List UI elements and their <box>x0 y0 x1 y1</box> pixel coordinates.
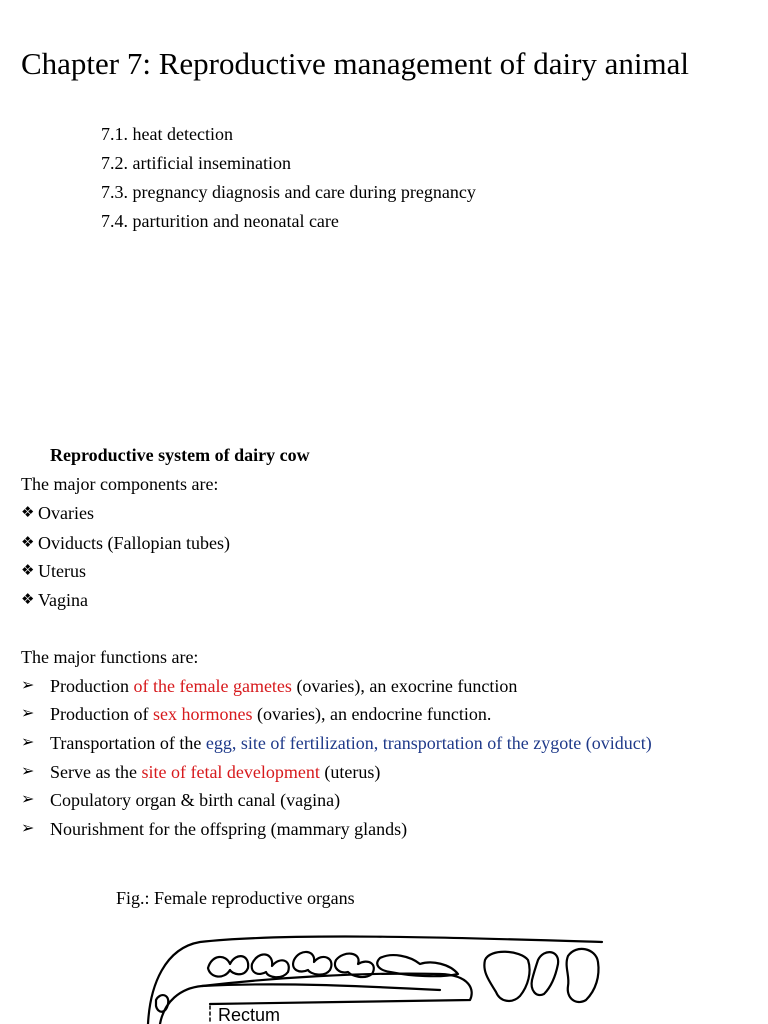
figure-outline <box>160 984 440 1024</box>
function-text: Transportation of the <box>50 733 206 753</box>
component-item <box>21 558 86 583</box>
function-highlight: site of fetal development <box>141 762 320 782</box>
function-item <box>0 674 768 698</box>
toc-item: 7.3. pregnancy diagnosis and care during pregnancy <box>101 182 476 202</box>
function-highlight: egg, site of fertilization, transportation of the zygote (oviduct) <box>205 733 652 753</box>
function-text: Serve as the <box>50 762 142 782</box>
function-text: Production <box>50 676 134 696</box>
toc-item: 7.1. heat detection <box>101 124 233 144</box>
function-item <box>0 760 768 784</box>
function-item <box>0 788 768 812</box>
figure-outline <box>148 937 602 1024</box>
function-item <box>0 817 768 841</box>
components-intro: The major components are: <box>21 474 219 494</box>
component-item <box>21 500 94 525</box>
function-item <box>0 702 768 726</box>
figure-intestine <box>252 954 289 977</box>
toc-item: 7.4. parturition and neonatal care <box>101 211 339 231</box>
component-item <box>21 587 88 612</box>
figure-intestine <box>293 952 331 975</box>
diamond-bullet-icon: ❖ <box>21 533 35 551</box>
figure-intestine <box>484 952 529 1001</box>
page-title: Chapter 7: Reproductive management of dairy animal <box>21 46 689 81</box>
function-text: (ovaries), an exocrine function <box>291 676 518 696</box>
diamond-bullet-icon: ❖ <box>21 590 35 608</box>
reproductive-organs-figure <box>140 930 610 1024</box>
arrow-bullet-icon: ➢ <box>21 675 35 694</box>
figure-caption: Fig.: Female reproductive organs <box>116 888 355 908</box>
figure-intestine <box>156 995 168 1012</box>
toc-item: 7.2. artificial insemination <box>101 153 291 173</box>
function-text: Nourishment for the offspring (mammary glands) <box>50 819 408 839</box>
section-heading: Reproductive system of dairy cow <box>50 445 310 465</box>
component-label: Uterus <box>38 561 86 581</box>
function-item <box>0 731 768 755</box>
component-item <box>21 530 230 555</box>
arrow-bullet-icon: ➢ <box>21 789 35 808</box>
function-text: Copulatory organ & birth canal (vagina) <box>50 790 341 810</box>
arrow-bullet-icon: ➢ <box>21 761 35 780</box>
figure-intestine <box>567 949 599 1002</box>
figure-intestine <box>208 956 248 976</box>
function-text: (uterus) <box>319 762 381 782</box>
arrow-bullet-icon: ➢ <box>21 818 35 837</box>
function-text: Production of <box>50 704 153 724</box>
functions-intro: The major functions are: <box>21 647 199 667</box>
function-highlight: of the female gametes <box>133 676 292 696</box>
diamond-bullet-icon: ❖ <box>21 503 35 521</box>
arrow-bullet-icon: ➢ <box>21 703 35 722</box>
diamond-bullet-icon: ❖ <box>21 561 35 579</box>
component-label: Vagina <box>38 590 88 610</box>
function-highlight: sex hormones <box>153 704 253 724</box>
component-label: Ovaries <box>38 503 94 523</box>
figure-intestine <box>532 952 559 995</box>
component-label: Oviducts (Fallopian tubes) <box>38 533 230 553</box>
function-text: (ovaries), an endocrine function. <box>252 704 492 724</box>
arrow-bullet-icon: ➢ <box>21 732 35 751</box>
figure-label-rectum: Rectum <box>218 1005 281 1024</box>
